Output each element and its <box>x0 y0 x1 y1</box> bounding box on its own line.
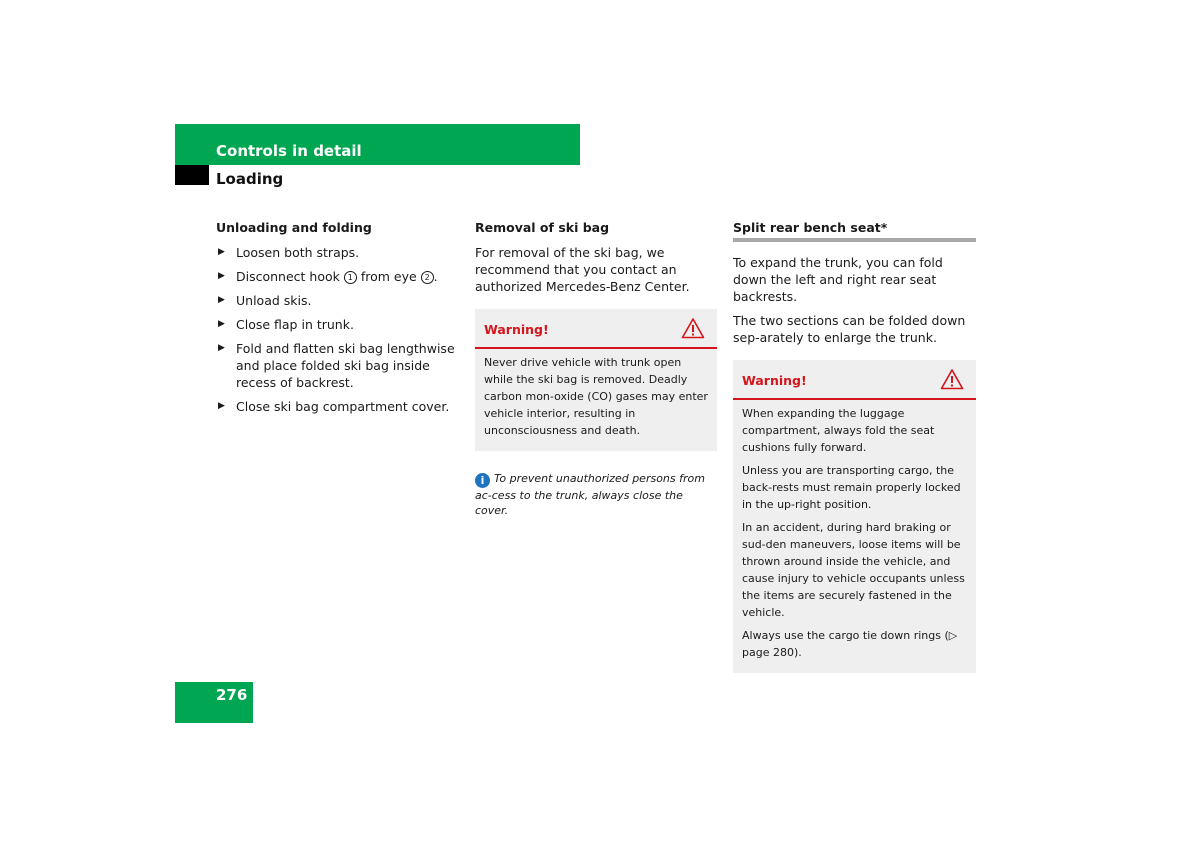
warning-box <box>733 360 976 673</box>
bullet-arrow-icon: ▶ <box>218 295 225 305</box>
removal-intro: For removal of the ski bag, we recommend that you contact an authorized Mercedes-Benz Center. <box>475 245 690 294</box>
info-note <box>475 471 717 518</box>
warning-label: Warning! <box>484 322 549 337</box>
step-text: Disconnect hook <box>236 269 344 284</box>
step-text: from eye <box>356 269 421 284</box>
warning-text: Never drive vehicle with trunk open while the ski bag is removed. Deadly carbon mon-oxide (CO) gases may enter vehicle interior, resulting in unconsciousness and death. <box>484 356 708 437</box>
bullet-arrow-icon: ▶ <box>218 319 225 329</box>
step-item <box>216 268 461 285</box>
warning-header <box>475 309 717 349</box>
page-number: 276 <box>216 686 248 704</box>
warning-triangle-icon <box>940 368 964 394</box>
warning-body <box>475 349 717 451</box>
split-seat-para: To expand the trunk, you can fold down the left and right rear seat backrests. <box>733 255 943 304</box>
bullet-arrow-icon: ▶ <box>218 343 225 353</box>
split-seat-heading: Split rear bench seat* <box>733 219 976 242</box>
callout-number-icon: 1 <box>344 271 357 284</box>
unloading-heading: Unloading and folding <box>216 220 372 235</box>
warning-text: When expanding the luggage compartment, always fold the seat cushions fully forward. <box>742 407 935 454</box>
step-item <box>216 316 461 333</box>
unloading-steps <box>216 244 461 415</box>
step-text: . <box>433 269 438 284</box>
subsection-title: Loading <box>216 170 284 188</box>
section-title: Controls in detail <box>216 142 362 160</box>
step-item <box>216 244 461 261</box>
step-item <box>216 340 461 391</box>
column-removal <box>475 219 717 518</box>
warning-text: Unless you are transporting cargo, the back-rests must remain properly locked in the up-right position. <box>742 464 961 511</box>
removal-heading: Removal of ski bag <box>475 220 610 235</box>
info-text: To prevent unauthorized persons from ac-cess to the trunk, always close the cover. <box>475 472 705 517</box>
bullet-arrow-icon: ▶ <box>218 247 225 257</box>
callout-number-icon: 2 <box>421 271 434 284</box>
step-text: Unload skis. <box>236 293 312 308</box>
header-marker <box>175 165 209 185</box>
warning-box <box>475 309 717 451</box>
step-item <box>216 398 461 415</box>
step-text: Fold and flatten ski bag lengthwise and place folded ski bag inside recess of backrest. <box>236 341 455 390</box>
info-icon: i <box>475 473 490 488</box>
split-seat-para: The two sections can be folded down sep-arately to enlarge the trunk. <box>733 313 966 345</box>
warning-text: In an accident, during hard braking or sud-den maneuvers, loose items will be thrown around inside the vehicle, and cause injury to vehicle occupants unless the items are securely fastened in the vehicle. <box>742 521 965 619</box>
step-item <box>216 292 461 309</box>
warning-text: Always use the cargo tie down rings (▷ page 280). <box>742 629 958 659</box>
warning-triangle-icon <box>681 317 705 343</box>
step-text: Close flap in trunk. <box>236 317 354 332</box>
column-split-seat <box>733 219 976 673</box>
step-text: Loosen both straps. <box>236 245 360 260</box>
bullet-arrow-icon: ▶ <box>218 271 225 281</box>
warning-header <box>733 360 976 400</box>
warning-label: Warning! <box>742 373 807 388</box>
bullet-arrow-icon: ▶ <box>218 401 225 411</box>
step-text: Close ski bag compartment cover. <box>236 399 450 414</box>
warning-body <box>733 400 976 673</box>
column-unloading <box>216 219 461 422</box>
